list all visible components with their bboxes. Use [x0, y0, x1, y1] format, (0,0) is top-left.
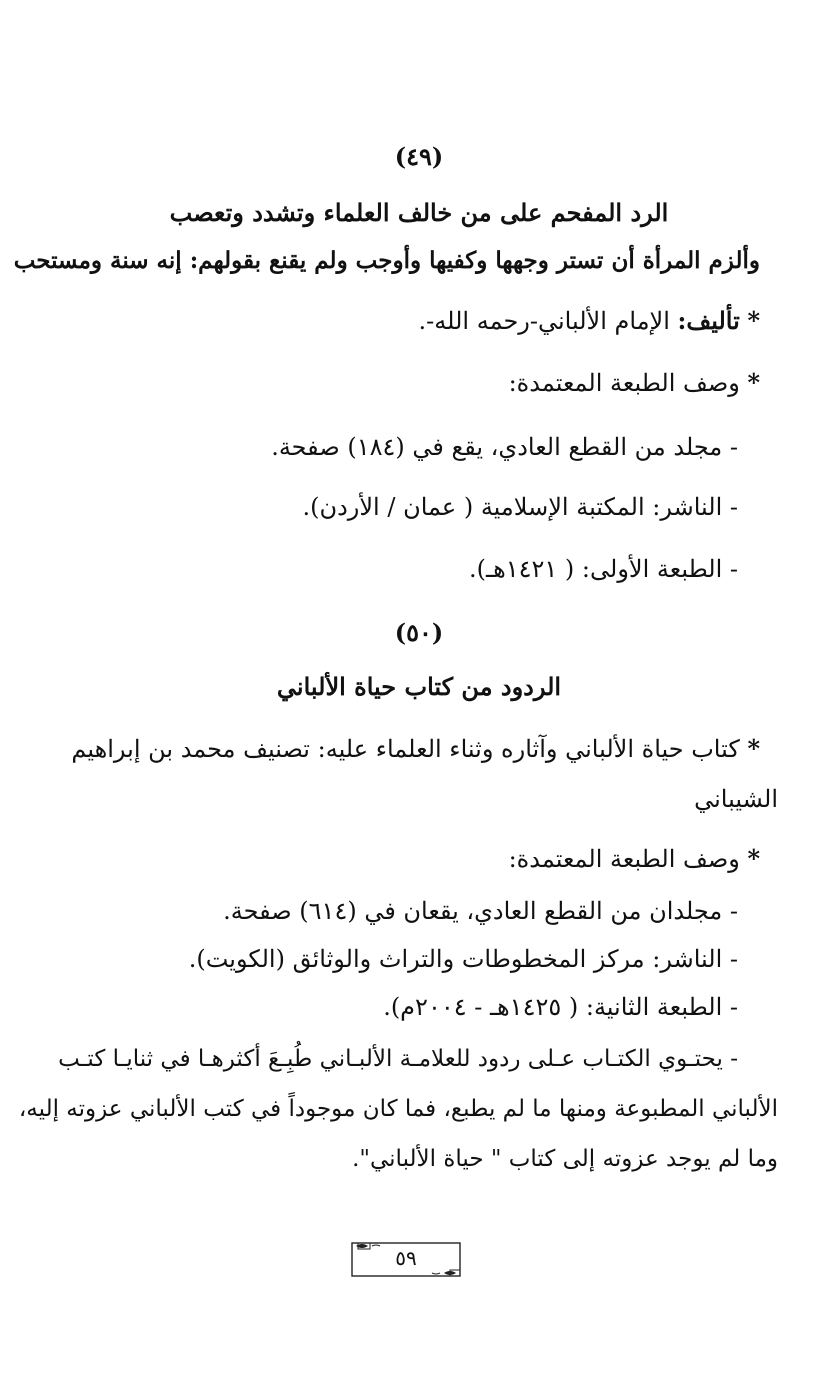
section-49-item-2: - الناشر: المكتبة الإسلامية ( عمان / الأردن).: [302, 493, 738, 521]
edition-heading-text: وصف الطبعة المعتمدة:: [508, 845, 740, 873]
section-50-book-line-2: الشيباني: [694, 785, 778, 813]
section-49-title-line-2: وألزم المرأة أن تستر وجهها وكفيها وأوجب ولم يقنع بقولهم: إنه سنة ومستحب: [13, 247, 760, 274]
bullet-star: *: [747, 306, 760, 335]
section-50-item-3: - الطبعة الثانية: ( ١٤٢٥هـ - ٢٠٠٤م).: [383, 993, 738, 1021]
section-49-item-1: - مجلد من القطع العادي، يقع في (١٨٤) صفحة.: [271, 433, 738, 461]
section-49-number: (٤٩): [394, 142, 444, 171]
edition-heading-text: وصف الطبعة المعتمدة:: [508, 369, 740, 397]
section-50-number: (٥٠): [394, 618, 444, 647]
bullet-star: *: [747, 368, 760, 397]
section-50-paragraph-line-3: وما لم يوجد عزوته إلى كتاب " حياة الألباني".: [352, 1146, 778, 1172]
author-label: تأليف:: [677, 306, 740, 335]
author-value: الإمام الألباني-رحمه الله-.: [418, 307, 670, 335]
page-number: ٥٩: [395, 1246, 417, 1270]
bullet-star: *: [747, 844, 760, 873]
section-50-edition-heading: [40, 842, 760, 876]
book-line-1-text: كتاب حياة الألباني وآثاره وثناء العلماء عليه: تصنيف محمد بن إبراهيم: [71, 735, 740, 763]
section-49-title-line-1: الرد المفحم على من خالف العلماء وتشدد وتعصب: [169, 198, 669, 227]
section-50-book-line-1: [40, 732, 760, 766]
page-number-frame: [350, 1240, 462, 1280]
section-49-edition-heading: [40, 366, 760, 400]
section-50-item-2: - الناشر: مركز المخطوطات والتراث والوثائق (الكويت).: [188, 945, 738, 973]
section-49-item-3: - الطبعة الأولى: ( ١٤٢١هـ).: [469, 555, 738, 583]
section-50-title: الردود من كتاب حياة الألباني: [276, 672, 562, 701]
bullet-star: *: [747, 734, 760, 763]
section-50-paragraph-line-2: الألباني المطبوعة ومنها ما لم يطبع، فما كان موجوداً في كتب الألباني عزوته إليه،: [18, 1096, 778, 1122]
section-49-author: [40, 304, 760, 338]
section-50-paragraph-line-1: - يحتـوي الكتـاب عـلى ردود للعلامـة الألبـاني طُبِـعَ أكثرهـا في ثنايـا كتـب: [58, 1046, 738, 1072]
section-50-item-1: - مجلدان من القطع العادي، يقعان في (٦١٤) صفحة.: [223, 897, 738, 925]
